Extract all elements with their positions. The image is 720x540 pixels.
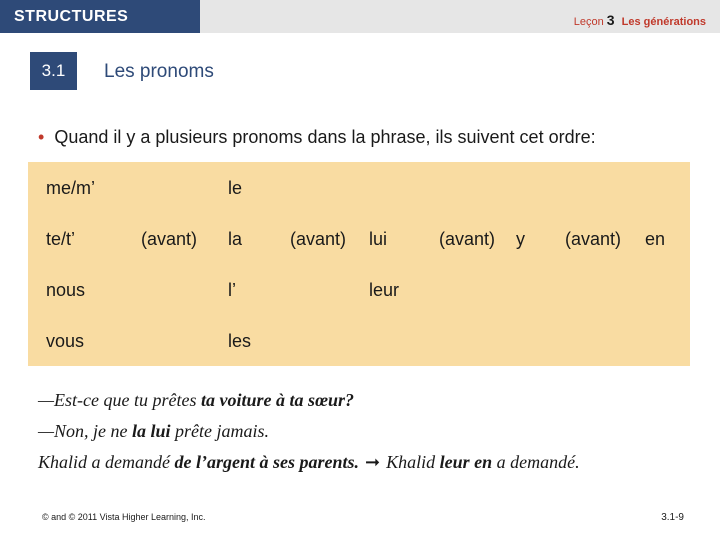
pronoun-l: l’ [228,280,236,300]
example-3-text-b: Khalid [386,452,440,472]
section-number: 3.1 [41,61,66,80]
pronoun-nous: nous [46,280,86,300]
pronoun-order-table [28,162,690,366]
lesson-title: Les générations [621,16,706,28]
pronoun-lui: lui [369,229,388,249]
pronoun-vous: vous [46,331,85,351]
example-line-1 [38,390,580,421]
page-number: 3.1-9 [661,512,684,523]
avant-2: (avant) [290,229,347,249]
lesson-label: Leçon [573,16,604,28]
pronoun-te: te/t’ [46,229,76,249]
example-line-3 [38,452,580,483]
pronoun-me: me/m’ [46,178,95,198]
pronoun-y: y [516,229,525,249]
bullet-text: Quand il y a plusieurs pronoms dans la phrase, ils suivent cet ordre: [54,127,596,147]
example-2-highlight: la lui [132,421,171,441]
example-2-text-a: —Non, je ne [38,421,132,441]
example-2-text-b: prête jamais. [170,421,270,441]
examples [38,390,580,483]
avant-4: (avant) [565,229,622,249]
avant-3: (avant) [439,229,496,249]
copyright: © and © 2011 Vista Higher Learning, Inc. [42,512,206,522]
lesson-number: 3 [606,12,615,28]
example-3-highlight-b: leur en [439,452,493,472]
example-1-text: —Est-ce que tu prêtes [38,390,201,410]
pronoun-leur: leur [369,280,400,300]
pronoun-le: le [228,178,243,198]
example-3-highlight-a: de l’argent à ses parents. [174,452,359,472]
example-1-highlight: ta voiture à ta sœur? [200,390,354,410]
pronoun-en: en [645,229,666,249]
bullet-point [38,127,596,148]
example-3-text-c: a demandé. [492,452,580,472]
bullet-dot-icon: • [38,127,45,147]
avant-1: (avant) [141,229,198,249]
example-line-2 [38,421,580,452]
example-3-text-a: Khalid a demandé [38,452,175,472]
lesson-info [574,12,706,28]
section-number-box [30,52,77,90]
pronoun-la: la [228,229,243,249]
header-brand-block [0,0,200,33]
pronoun-les: les [228,331,252,351]
brand-title: STRUCTURES [14,8,129,25]
right-arrow-icon: ➞ [365,452,381,472]
section-title: Les pronoms [104,61,214,82]
